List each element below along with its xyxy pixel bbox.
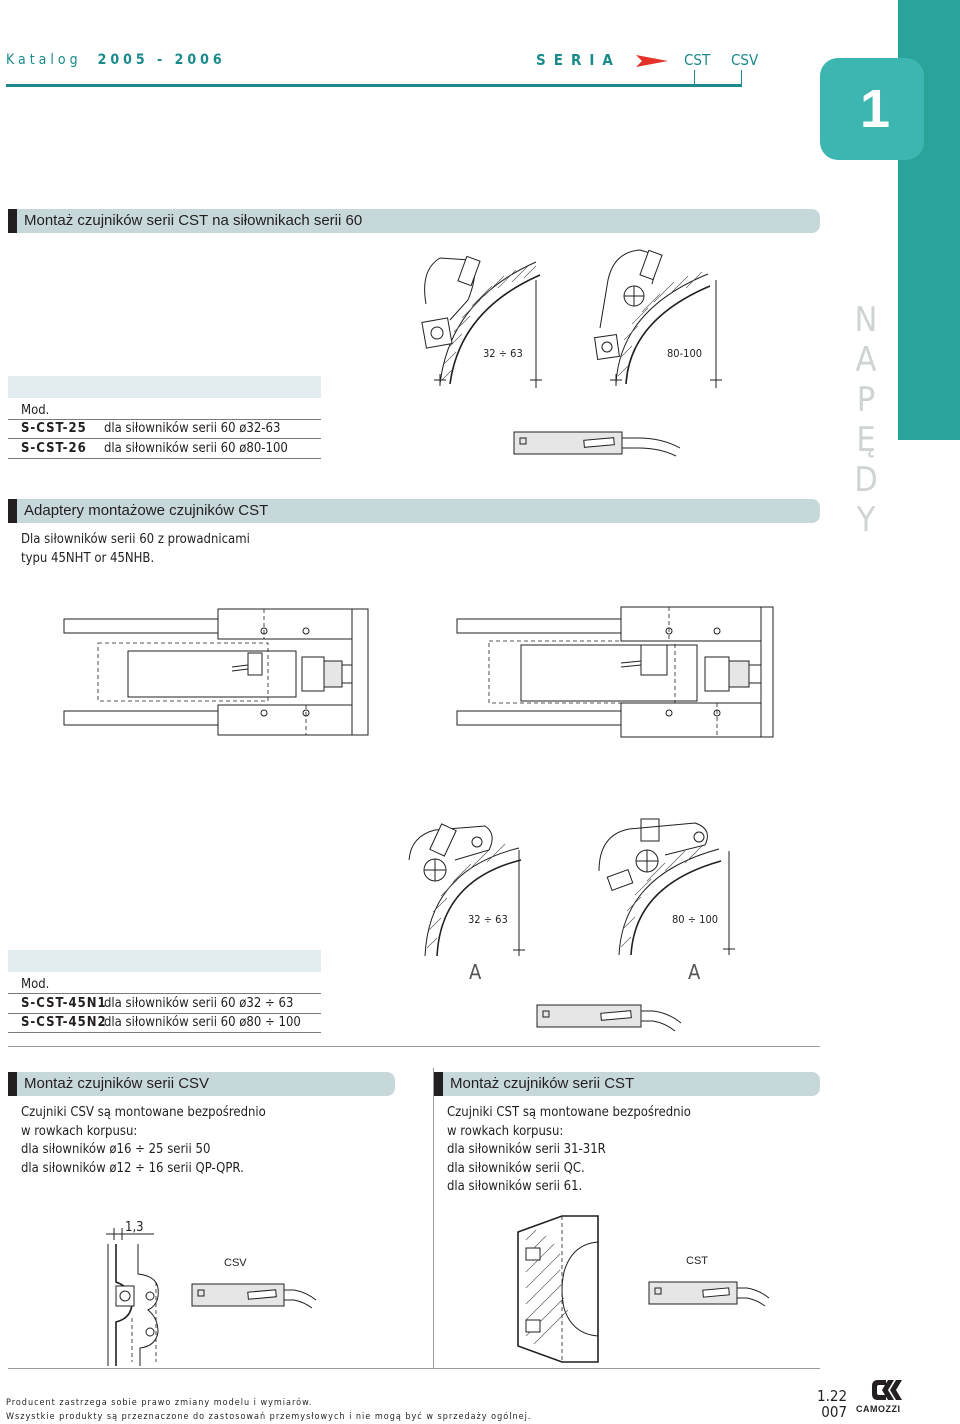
model-desc: dla siłowników serii 60 ø80 ÷ 100 <box>104 1015 301 1030</box>
chapter-letter: Y <box>856 500 876 540</box>
table-rule <box>8 993 321 994</box>
chapter-vertical-title <box>846 300 886 540</box>
page-section: 1.22 <box>817 1387 848 1405</box>
section-cst-series60-bar <box>8 209 820 233</box>
column-divider <box>433 1068 434 1368</box>
chapter-number: 1 <box>860 79 891 139</box>
body-line: Czujniki CSV są montowane bezpośrednio <box>21 1105 266 1120</box>
body-line: dla siłowników serii QC. <box>447 1160 585 1176</box>
model-code: S-CST-26 <box>21 441 87 456</box>
table-rule <box>8 438 321 439</box>
cst-sensor-drawing <box>535 1003 685 1033</box>
mod-label: Mod. <box>21 977 50 992</box>
footer-line: Producent zastrzega sobie prawo zmiany modelu i wymiarów. <box>6 1398 313 1408</box>
chapter-letter: D <box>854 460 878 500</box>
chapter-letter: Ę <box>856 420 876 460</box>
csv-body-section-drawing <box>98 1222 168 1372</box>
table-rule <box>8 458 321 459</box>
dim-label: 32 ÷ 63 <box>483 347 523 360</box>
model-code: S-CST-25 <box>21 421 87 436</box>
mod-header <box>8 376 321 398</box>
section-title: Adaptery montażowe czujników CST <box>24 502 269 519</box>
brand-name: CAMOZZI <box>856 1404 901 1414</box>
section-divider <box>8 1368 820 1369</box>
chapter-letter: A <box>855 340 877 380</box>
table-rule <box>8 1032 321 1033</box>
sensor-label: CST <box>686 1255 708 1267</box>
seria-arrow-icon <box>636 55 668 67</box>
page-number-block <box>817 1388 847 1420</box>
catalog-title <box>6 52 226 68</box>
footer-disclaimer <box>6 1396 531 1424</box>
dim-label: 1,3 <box>125 1220 144 1235</box>
body-line: typu 45NHT or 45NHB. <box>21 550 155 566</box>
section-title: Montaż czujników serii CST <box>450 1075 635 1092</box>
body-line: w rowkach korpusu: <box>447 1123 564 1139</box>
adapter-45n-drawing-32-63 <box>405 820 535 960</box>
cylinder-guide-drawing-right <box>455 605 775 745</box>
model-desc: dla siłowników serii 60 ø32-63 <box>104 421 281 436</box>
table-rule <box>8 419 321 420</box>
series-cst-label: CST <box>684 51 711 69</box>
section-title: Montaż czujników serii CST na siłownikach serii 60 <box>24 212 363 229</box>
adapter-drawing-80-100 <box>590 240 730 390</box>
body-line: Dla siłowników serii 60 z prowadnicami <box>21 532 250 547</box>
mod-label: Mod. <box>21 403 50 418</box>
cylinder-guide-drawing-left <box>62 605 374 745</box>
table-rule <box>8 1013 321 1014</box>
section-body <box>21 1104 266 1178</box>
section-divider <box>8 1046 820 1047</box>
chapter-letter: N <box>854 300 878 340</box>
seria-label: SERIA <box>536 51 621 69</box>
model-desc: dla siłowników serii 60 ø32 ÷ 63 <box>104 996 294 1011</box>
csv-sensor-drawing <box>190 1282 320 1312</box>
cst-sensor-drawing <box>512 430 682 460</box>
section-body <box>447 1104 691 1197</box>
cst-sensor-drawing <box>647 1280 772 1310</box>
model-code: S-CST-45N2 <box>21 1015 107 1030</box>
body-line: dla siłowników serii 31-31R <box>447 1142 606 1157</box>
sensor-label: CSV <box>224 1257 247 1269</box>
dim-label: 32 ÷ 63 <box>468 913 508 926</box>
section-cst-bar <box>434 1072 820 1096</box>
header-tick <box>741 70 742 86</box>
camozzi-logo-icon <box>872 1378 902 1402</box>
body-line: dla siłowników serii 61. <box>447 1179 583 1194</box>
body-line: dla siłowników ø16 ÷ 25 serii 50 <box>21 1142 211 1157</box>
catalog-years: 2005 - 2006 <box>97 52 226 68</box>
section-adapters-bar <box>8 499 820 523</box>
adapter-drawing-32-63 <box>410 240 580 390</box>
model-code: S-CST-45N1 <box>21 996 107 1011</box>
footer-line: Wszystkie produkty są przeznaczone do zastosowań przemysłowych i nie mogą być w sprzedaży ogólnej. <box>6 1412 532 1422</box>
chapter-letter: P <box>856 380 876 420</box>
header-tick <box>694 70 695 86</box>
cst-body-section-drawing <box>512 1212 612 1372</box>
section-title: Montaż czujników serii CSV <box>24 1075 210 1092</box>
section-body <box>21 531 250 568</box>
series-csv-label: CSV <box>731 51 759 69</box>
section-csv-bar <box>8 1072 395 1096</box>
catalog-label: Katalog <box>6 52 82 68</box>
view-label: A <box>688 960 701 984</box>
view-label: A <box>469 960 482 984</box>
model-desc: dla siłowników serii 60 ø80-100 <box>104 441 288 456</box>
adapter-45n-drawing-80-100 <box>595 815 740 960</box>
dim-label: 80 ÷ 100 <box>672 913 719 926</box>
body-line: w rowkach korpusu: <box>21 1123 138 1139</box>
mod-header <box>8 950 321 972</box>
body-line: Czujniki CST są montowane bezpośrednio <box>447 1105 691 1120</box>
body-line: dla siłowników ø12 ÷ 16 serii QP-QPR. <box>21 1160 244 1176</box>
page-number: 007 <box>821 1403 848 1421</box>
dim-label: 80-100 <box>667 347 703 360</box>
header-rule <box>6 84 742 87</box>
